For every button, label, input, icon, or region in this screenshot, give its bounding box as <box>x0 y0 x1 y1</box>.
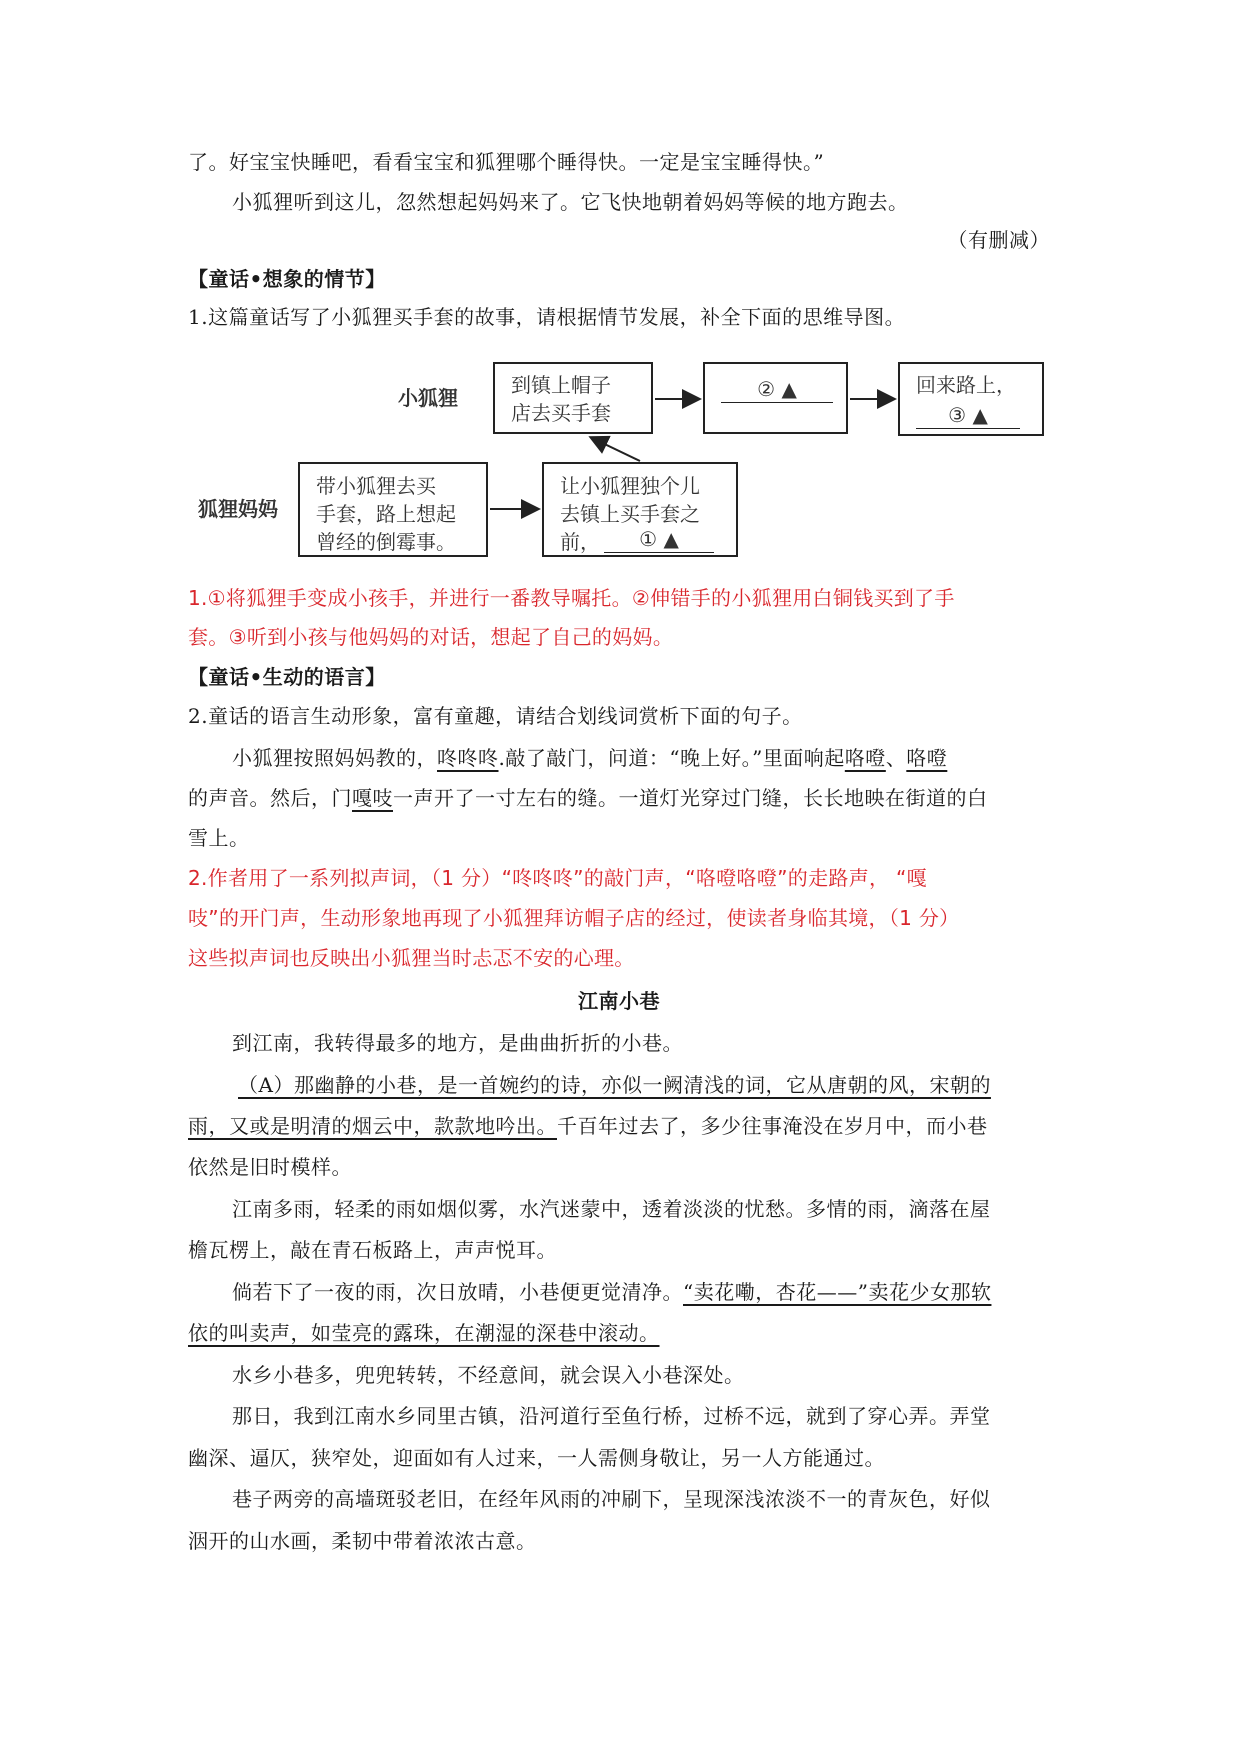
row-label-little-fox: 小狐狸 <box>398 386 458 410</box>
mindmap-text: 曾经的倒霉事。 <box>316 530 456 554</box>
text: 倘若下了一夜的雨，次日放晴，小巷便更觉清净。 <box>232 1280 683 1304</box>
underlined-sentence-a: 雨，又或是明清的烟云中，款款地吟出。 <box>188 1114 557 1138</box>
abridged-note: （有删减） <box>947 228 1050 252</box>
underlined-word: 咯噔 <box>906 746 948 770</box>
answer-1-line: 1.①将狐狸手变成小孩手，并进行一番教导嘱托。②伸错手的小狐狸用白铜钱买到了手 <box>188 586 955 610</box>
essay-line <box>188 1317 1050 1349</box>
text: 一声开了一寸左右的缝。一道灯光穿过门缝，长长地映在街道的白 <box>393 786 988 810</box>
row-label-mother-fox: 狐狸妈妈 <box>198 497 278 521</box>
question-1: 1.这篇童话写了小狐狸买手套的故事，请根据情节发展，补全下面的思维导图。 <box>188 305 906 329</box>
mindmap-text: 前， <box>560 530 600 554</box>
arrow-up <box>592 438 640 461</box>
passage-line: 小狐狸听到这儿，忽然想起妈妈来了。它飞快地朝着妈妈等候的地方跑去。 <box>232 190 909 214</box>
essay-line: 幽深、逼仄，狭窄处，迎面如有人过来，一人需侧身敬让，另一人方能通过。 <box>188 1446 885 1470</box>
excerpt-line <box>188 782 1050 814</box>
underlined-sentence-b: “卖花嘞，杏花——”卖花少女那软 <box>683 1280 992 1304</box>
mindmap-text: 去镇上买手套之 <box>560 502 700 526</box>
answer-blank-3: ③ ▲ <box>916 402 1020 429</box>
essay-line: 那日，我到江南水乡同里古镇，沿河道行至鱼行桥，过桥不远，就到了穿心弄。弄堂 <box>232 1404 991 1428</box>
essay-line <box>238 1069 1056 1101</box>
answer-1-line: 套。③听到小孩与他妈妈的对话，想起了自己的妈妈。 <box>188 625 674 649</box>
text: .敲了敲门，问道：“晚上好。”里面响起 <box>498 746 845 770</box>
text: 的声音。然后，门 <box>188 786 352 810</box>
section-heading-plot: 【童话•想象的情节】 <box>188 267 386 291</box>
answer-blank-1: ① ▲ <box>604 526 714 553</box>
essay-line: 依然是旧时模样。 <box>188 1155 352 1179</box>
answer-2-line: 吱”的开门声，生动形象地再现了小狐狸拜访帽子店的经过，使读者身临其境，（1 分） <box>188 906 960 930</box>
underlined-word: 咚咚咚 <box>437 746 499 770</box>
essay-line: 水乡小巷多，兜兜转转，不经意间，就会误入小巷深处。 <box>232 1363 745 1387</box>
excerpt-line: 雪上。 <box>188 826 250 850</box>
passage-line: 了。好宝宝快睡吧，看看宝宝和狐狸哪个睡得快。一定是宝宝睡得快。” <box>188 150 825 174</box>
mindmap-text: 到镇上帽子 <box>511 373 611 397</box>
essay-line: 檐瓦楞上，敲在青石板路上，声声悦耳。 <box>188 1238 557 1262</box>
essay-line <box>188 1110 1050 1142</box>
underlined-sentence-a: （A）那幽静的小巷，是一首婉约的诗，亦似一阙清浅的词，它从唐朝的风，宋朝的 <box>238 1073 991 1097</box>
section-heading-language: 【童话•生动的语言】 <box>188 665 386 689</box>
question-2: 2.童话的语言生动形象，富有童趣，请结合划线词赏析下面的句子。 <box>188 704 803 728</box>
essay-title: 江南小巷 <box>578 989 660 1013</box>
mindmap-text: 回来路上， <box>916 373 1016 397</box>
underlined-sentence-b: 依的叫卖声，如莹亮的露珠，在潮湿的深巷中滚动。 <box>188 1321 660 1345</box>
answer-2-line: 这些拟声词也反映出小狐狸当时忐忑不安的心理。 <box>188 946 635 970</box>
essay-line: 到江南，我转得最多的地方，是曲曲折折的小巷。 <box>232 1031 683 1055</box>
essay-line: 江南多雨，轻柔的雨如烟似雾，水汽迷蒙中，透着淡淡的忧愁。多情的雨，滴落在屋 <box>232 1197 991 1221</box>
excerpt-line <box>232 742 1050 774</box>
mindmap-text: 带小狐狸去买 <box>316 474 436 498</box>
essay-line <box>232 1276 1050 1308</box>
text: 、 <box>885 746 907 770</box>
underlined-word: 咯噔 <box>844 746 886 770</box>
answer-blank-2: ② ▲ <box>721 376 833 403</box>
text: 小狐狸按照妈妈教的， <box>232 746 437 770</box>
answer-2-line: 2.作者用了一系列拟声词，（1 分）“咚咚咚”的敲门声，“咯噔咯噔”的走路声， “嘎 <box>188 866 927 890</box>
essay-line: 巷子两旁的高墙斑驳老旧，在经年风雨的冲刷下，呈现深浅浓淡不一的青灰色，好似 <box>232 1487 991 1511</box>
mindmap-text: 让小狐狸独个儿 <box>560 474 700 498</box>
essay-line: 洇开的山水画，柔韧中带着浓浓古意。 <box>188 1529 537 1553</box>
mindmap-text: 手套，路上想起 <box>316 502 456 526</box>
text: 千百年过去了，多少往事淹没在岁月中，而小巷 <box>557 1114 988 1138</box>
mindmap-text: 店去买手套 <box>511 401 611 425</box>
underlined-word: 嘎吱 <box>352 786 393 810</box>
